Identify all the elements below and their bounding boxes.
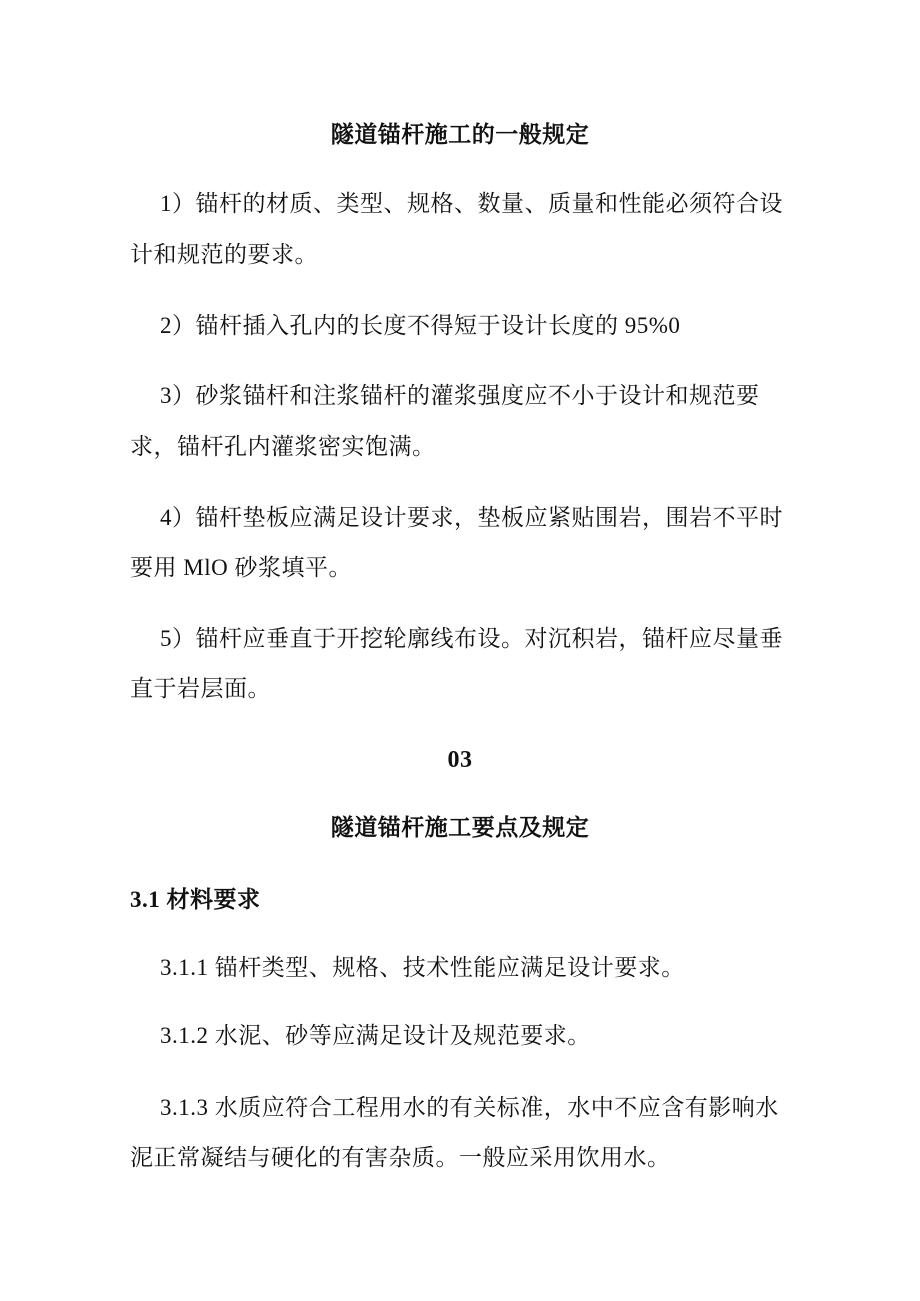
list-item-3-line-2: 求，锚杆孔内灌浆密实饱满。 <box>130 434 436 459</box>
section-title: 隧道锚杆施工要点及规定 <box>330 815 590 840</box>
subsection-heading: 3.1 材料要求 <box>130 887 261 912</box>
subitem-1-line-1: 3.1.1 锚杆类型、规格、技术性能应满足设计要求。 <box>160 955 685 980</box>
list-item-1-line-2: 计和规范的要求。 <box>130 242 318 267</box>
subitem-3-line-2: 泥正常凝结与硬化的有害杂质。一般应采用饮用水。 <box>130 1145 671 1170</box>
subitem-2-line-1: 3.1.2 水泥、砂等应满足设计及规范要求。 <box>160 1023 591 1048</box>
section-number: 03 <box>447 747 473 773</box>
list-item-2-line-1: 2）锚杆插入孔内的长度不得短于设计长度的 95%0 <box>160 313 681 338</box>
list-item-3-line-1: 3）砂浆锚杆和注浆锚杆的灌浆强度应不小于设计和规范要 <box>160 383 760 408</box>
list-item-4-line-2: 要用 MlO 砂浆填平。 <box>130 555 352 580</box>
subitem-3-line-1: 3.1.3 水质应符合工程用水的有关标准，水中不应含有影响水 <box>160 1095 779 1120</box>
page-title: 隧道锚杆施工的一般规定 <box>330 122 590 147</box>
list-item-5-line-1: 5）锚杆应垂直于开挖轮廓线布设。对沉积岩，锚杆应尽量垂 <box>160 626 783 651</box>
list-item-1-line-1: 1）锚杆的材质、类型、规格、数量、质量和性能必须符合设 <box>160 191 783 216</box>
list-item-4-line-1: 4）锚杆垫板应满足设计要求，垫板应紧贴围岩，围岩不平时 <box>160 505 783 530</box>
list-item-5-line-2: 直于岩层面。 <box>130 676 271 701</box>
